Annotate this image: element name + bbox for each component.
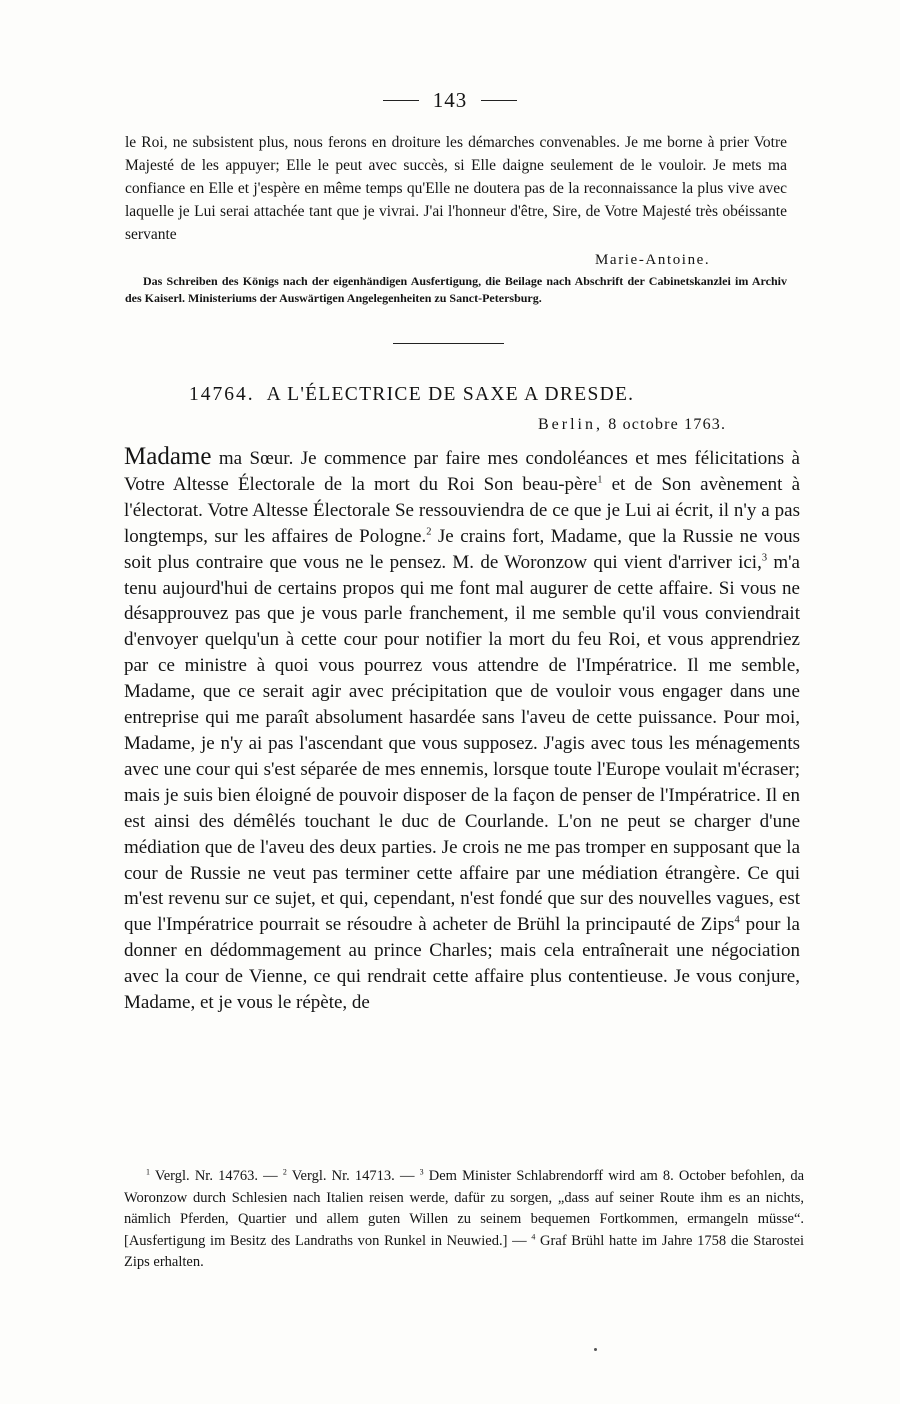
letter-date: 8 octobre 1763.: [608, 416, 727, 433]
footnote-text-4: Graf Brühl hatte im Jahre 1758 die Starostei Zips erhalten.: [124, 1232, 804, 1270]
print-speck: [594, 1348, 597, 1351]
footnote-ref-4: 4: [734, 915, 740, 926]
letter-text-part-2: et de Son avènement à l'électorat. Votre Altesse Électorale Se ressouviendra de ce que je Lui ai écrit, il n'y a pas longtemps, sur les affaires de Pologne.: [124, 473, 800, 547]
letter-text-part-3: Je crains fort, Madame, que la Russie ne vous soit plus contraire que vous ne le pensez. M. de Woronzow qui vient d'arriver ici,: [124, 525, 800, 573]
header-dash-right: [481, 100, 517, 101]
letter-text-part-5: pour la donner en dédommagement au prince Charles; mais cela entraînerait une négociation avec la cour de Vienne, ce qui rendrait cette affaire plus contentieuse. Je vous conjure, Madame, et je vous le répète, de: [124, 914, 800, 1014]
footnote-ref-2: 2: [426, 526, 432, 538]
previous-letter-signature: Marie-Antoine.: [595, 252, 711, 268]
footnote-ref-1: 1: [597, 474, 603, 486]
footnote-mark-1: 1: [146, 1167, 150, 1177]
source-note: [125, 273, 787, 307]
footnote-text-3: Dem Minister Schlabrendorff wird am 8. October befohlen, da Woronzow durch Schlesien nach Italien reisen werde, dafür zu sorgen, „dass auf seiner Route ihm es an nichts, nämlich Pferden, Quartier und allem guten Willen zu seinem bequemen Fortkommen, ermangeln müsse“. [Ausfertigung im Besitz des Landraths von Runkel in Neuwied.] —: [124, 1168, 804, 1249]
footnote-mark-3: 3: [419, 1167, 424, 1177]
previous-letter-ending: le Roi, ne subsistent plus, nous ferons en droiture les démarches convenables. Je me borne à prier Votre Majesté de les appuyer; Elle le peut avec succès, si Elle daigne seulement de le vouloir. Je mets ma confiance en Elle et j'espère en même temps qu'Elle ne doutera pas de la reconnaissance la plus vive avec laquelle je Lui serai attachée tant que je vivrai. J'ai l'honneur d'être, Sire, de Votre Majesté très obéissante servante: [125, 134, 787, 243]
letter-dateline: [538, 416, 726, 434]
letter-place: Berlin,: [538, 416, 603, 433]
letter-heading: [189, 384, 634, 406]
footnote-mark-2: 2: [282, 1167, 287, 1177]
source-note-text: Das Schreiben des Königs nach der eigenhändigen Ausfertigung, die Beilage nach Abschrift der Cabinetskanzlei im Archiv des Kaiserl. Ministeriums der Auswärtigen Angelegenheiten zu Sanct-Petersburg.: [125, 274, 787, 305]
page-number: 143: [432, 88, 468, 112]
letter-body: [124, 444, 800, 1016]
footnote-text-2: Vergl. Nr. 14713. —: [286, 1168, 420, 1184]
letter-number: 14764.: [189, 384, 255, 405]
header-dash-left: [383, 100, 419, 101]
footnote-ref-3: 3: [761, 552, 768, 564]
footnotes: [124, 1166, 804, 1274]
footnote-mark-4: 4: [531, 1231, 536, 1241]
page-header: [0, 88, 900, 113]
letter-opening-word: Madame: [124, 443, 212, 470]
section-divider: [393, 343, 504, 344]
letter-title: A L'ÉLECTRICE DE SAXE A DRESDE.: [266, 384, 635, 405]
letter-text-part-4: m'a tenu aujourd'hui de certains propos qui me font mal augurer de cette affaire. Si vous ne désapprouvez pas que je vous parle franchement, il me semble qu'il vous conviendrait d'envoyer quelqu'un à cette cour pour notifier la mort du feu Roi, et vous apprendriez par ce ministre à quoi vous pourrez vous attendre de l'Impératrice. Il me semble, Madame, que ce serait agir avec précipitation que de vouloir vous engager dans une entreprise qui me paraît absolument hasardée sans l'aveu de cette puissance. Pour moi, Madame, je n'y ai pas l'ascendant que vous supposez. J'agis avec tous les ménagements avec une cour qui s'est séparée de mes ennemis, lorsque toute l'Europe voulait m'écraser; mais je suis bien éloigné de pouvoir disposer de la façon de penser de l'Impératrice. Il en est ainsi des démêlés touchant le duc de Courlande. L'on ne peut se charger d'une médiation que de l'aveu des deux parties. Je crois ne me pas tromper en supposant que la cour de Russie ne veut pas terminer cette affaire par une médiation étrangère. Ce qui m'est revenu sur ce sujet, et qui, cependant, n'est fondé que sur des nouvelles vagues, est que l'Impératrice pourrait se résoudre à acheter de Brühl la principauté de Zips: [124, 551, 800, 936]
footnote-text-1: Vergl. Nr. 14763. —: [149, 1168, 283, 1184]
letter-text-part-1: ma Sœur. Je commence par faire mes condoléances et mes félicitations à Votre Altesse Électorale de la mort du Roi Son beau-père: [124, 448, 800, 495]
